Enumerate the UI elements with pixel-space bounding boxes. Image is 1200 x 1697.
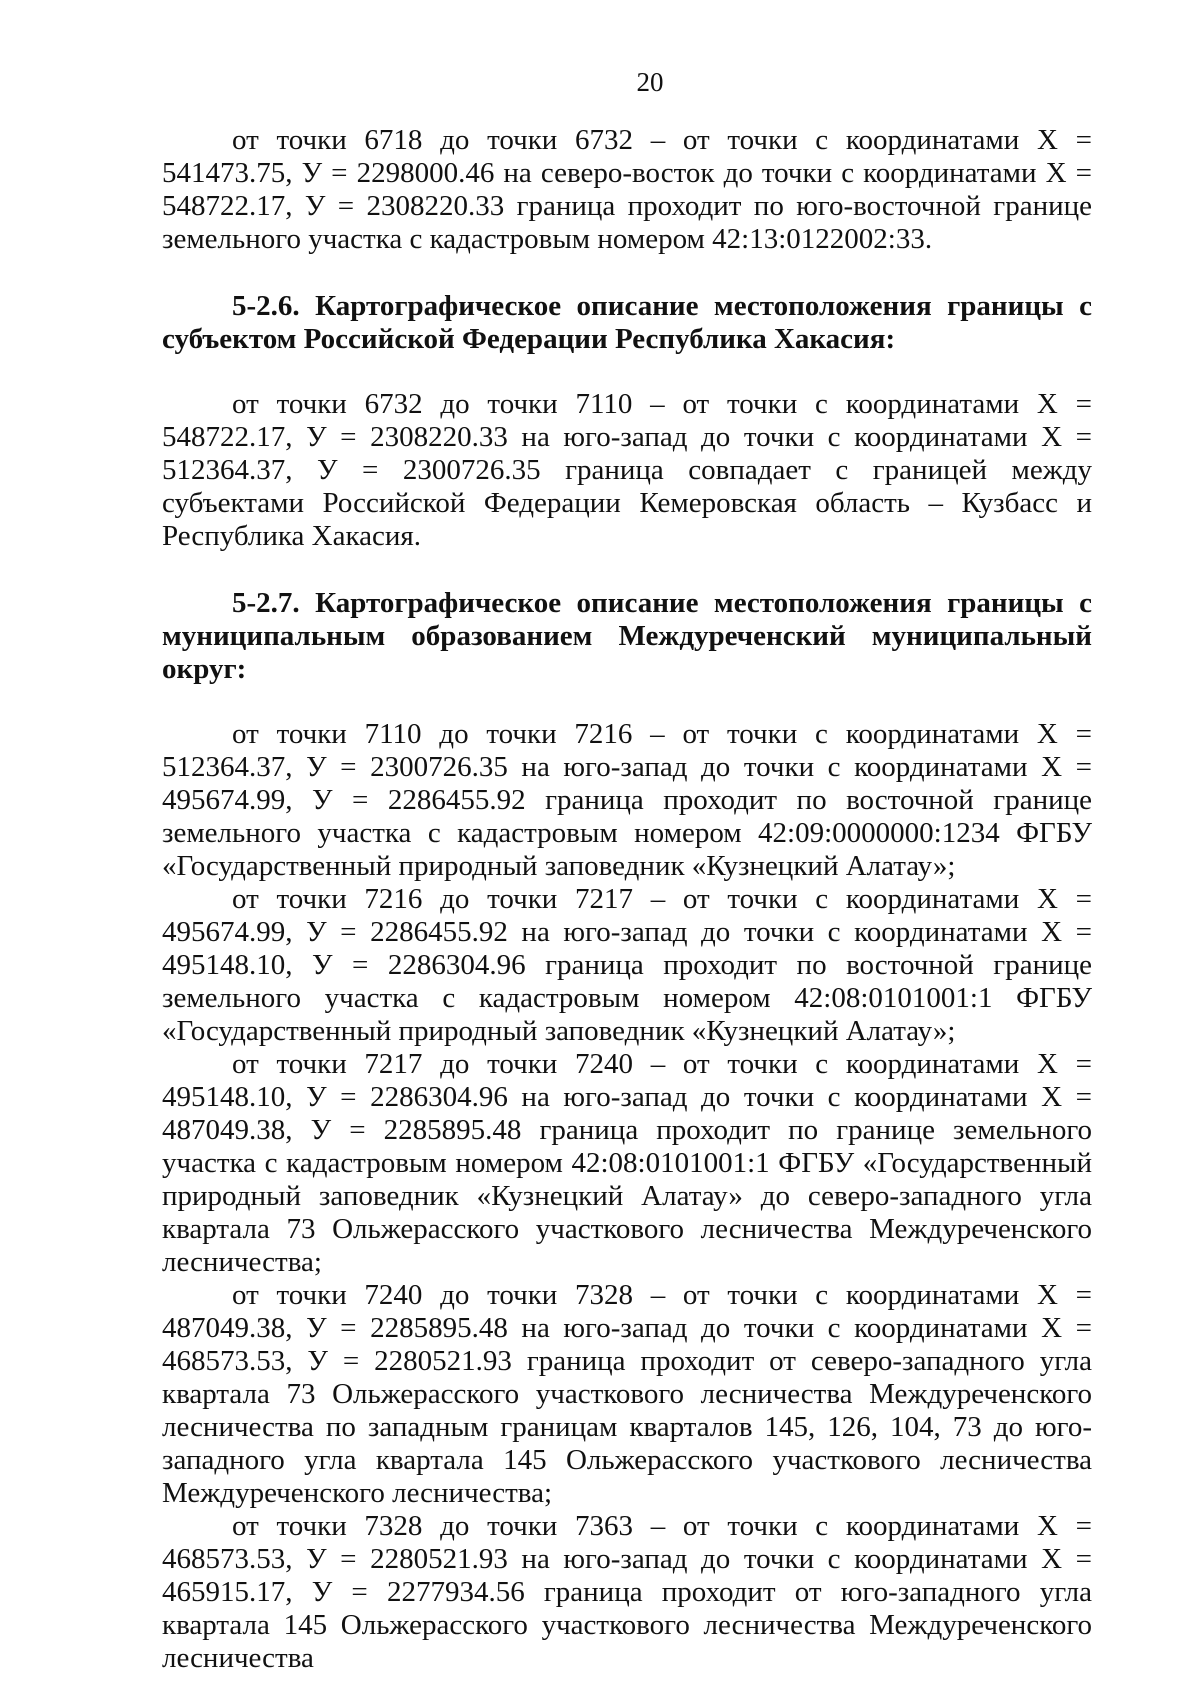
paragraph-7328-7363: от точки 7328 до точки 7363 – от точки с координатами Х = 468573.53, У = 2280521.93 на юго-запад до точки с координатами Х = 465915.17, У = 2277934.56 граница проходит от юго-западного угла квартала 145 Ольжерасского участкового лесничества Междуреченского лесничества xyxy=(162,1510,1092,1674)
paragraph-6718-6732: от точки 6718 до точки 6732 – от точки с координатами Х = 541473.75, У = 2298000.46 на северо-восток до точки с координатами Х = 548722.17, У = 2308220.33 граница проходит по юго-восточной границе земельного участка с кадастровым номером 42:13:0122002:33. xyxy=(162,124,1092,255)
document-body xyxy=(162,124,1092,1675)
page-number: 20 xyxy=(636,67,664,97)
paragraph-7216-7217: от точки 7216 до точки 7217 – от точки с координатами Х = 495674.99, У = 2286455.92 на юго-запад до точки с координатами Х = 495148.10, У = 2286304.96 граница проходит по восточной границе земельного участка с кадастровым номером 42:08:0101001:1 ФГБУ «Государственный природный заповедник «Кузнецкий Алатау»; xyxy=(162,883,1092,1047)
paragraph-7110-7216: от точки 7110 до точки 7216 – от точки с координатами Х = 512364.37, У = 2300726.35 на юго-запад до точки с координатами Х = 495674.99, У = 2286455.92 граница проходит по восточной границе земельного участка с кадастровым номером 42:09:0000000:1234 ФГБУ «Государственный природный заповедник «Кузнецкий Алатау»; xyxy=(162,718,1092,882)
section-heading-5-2-7: 5-2.7. Картографическое описание местоположения границы с муниципальным образованием Междуреченский муниципальный округ: xyxy=(162,587,1092,685)
paragraph-7217-7240: от точки 7217 до точки 7240 – от точки с координатами Х = 495148.10, У = 2286304.96 на юго-запад до точки с координатами Х = 487049.38, У = 2285895.48 граница проходит по границе земельного участка с кадастровым номером 42:08:0101001:1 ФГБУ «Государственный природный заповедник «Кузнецкий Алатау» до северо-западного угла квартала 73 Ольжерасского участкового лесничества Междуреченского лесничества; xyxy=(162,1048,1092,1278)
paragraph-7240-7328: от точки 7240 до точки 7328 – от точки с координатами Х = 487049.38, У = 2285895.48 на юго-запад до точки с координатами Х = 468573.53, У = 2280521.93 граница проходит от северо-западного угла квартала 73 Ольжерасского участкового лесничества Междуреченского лесничества по западным границам кварталов 145, 126, 104, 73 до юго-западного угла квартала 145 Ольжерасского участкового лесничества Междуреченского лесничества; xyxy=(162,1279,1092,1509)
section-heading-5-2-6: 5-2.6. Картографическое описание местоположения границы с субъектом Российской Федерации Республика Хакасия: xyxy=(162,290,1092,355)
paragraph-6732-7110: от точки 6732 до точки 7110 – от точки с координатами Х = 548722.17, У = 2308220.33 на юго-запад до точки с координатами Х = 512364.37, У = 2300726.35 граница совпадает с границей между субъектами Российской Федерации Кемеровская область – Кузбасс и Республика Хакасия. xyxy=(162,388,1092,552)
